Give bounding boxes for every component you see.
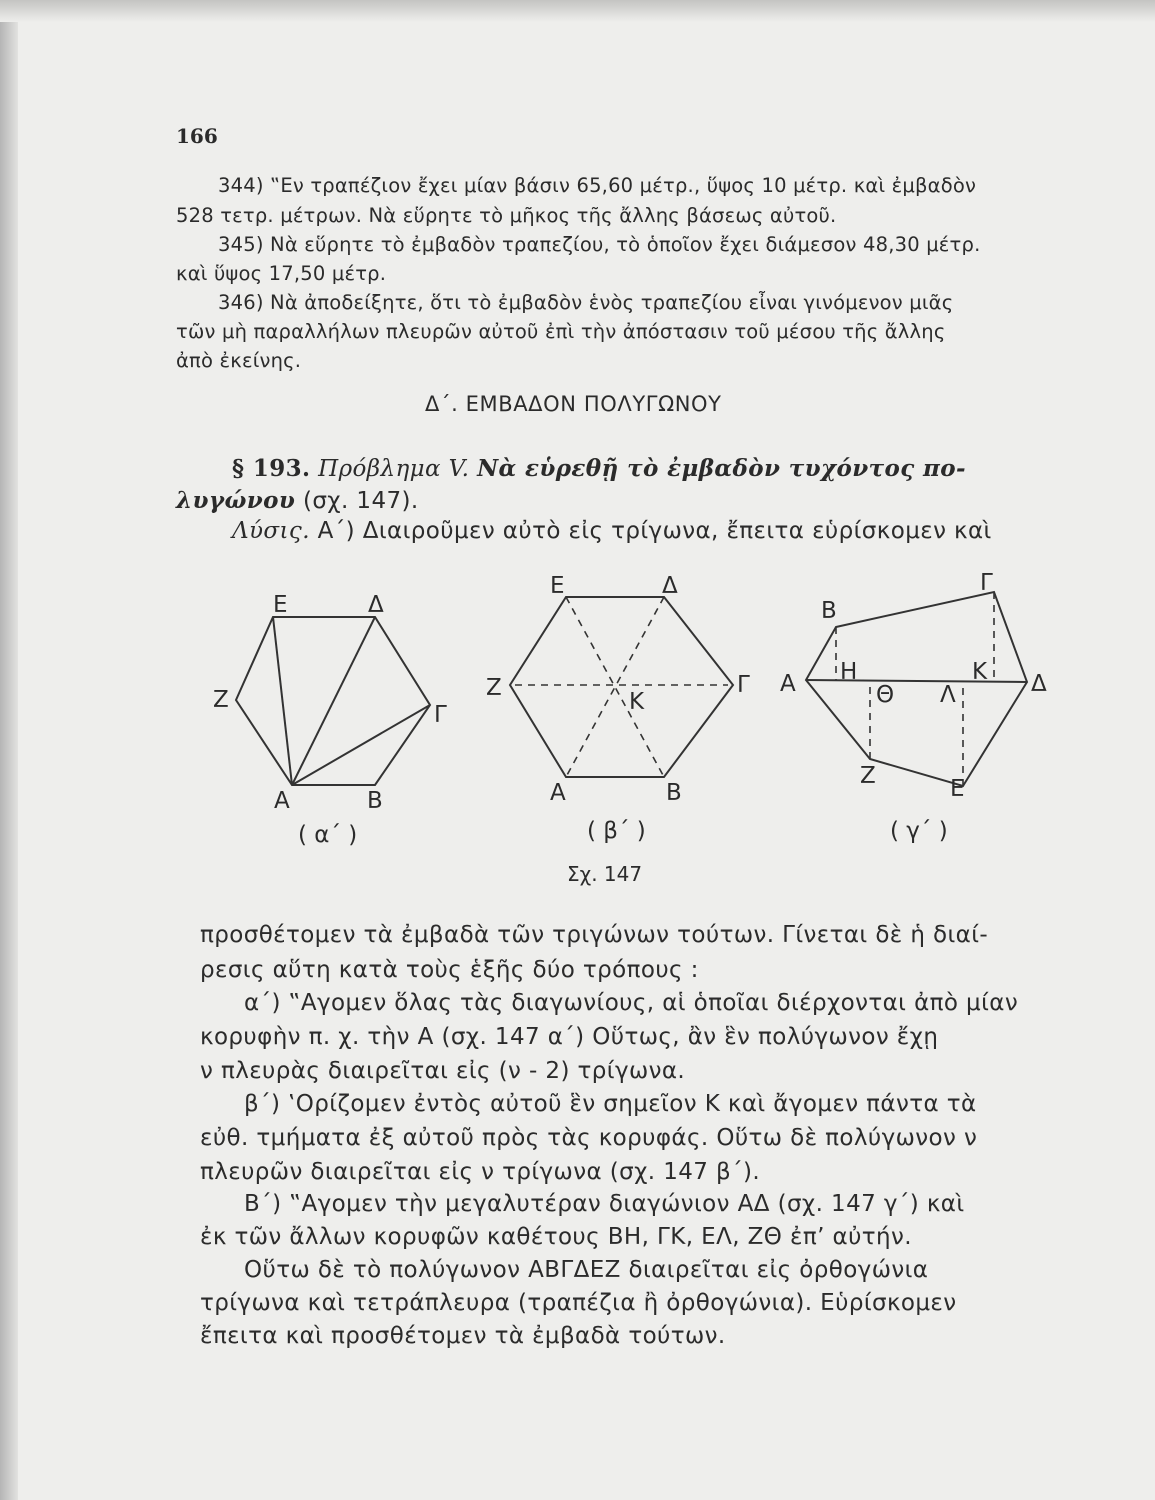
solution-label: Λύσις. [232, 518, 310, 544]
problem-title-part-2: λυγώνου [176, 487, 296, 514]
problem-label: Πρόβλημα V. [318, 456, 470, 482]
gamma-caption: ( γ΄ ) [890, 818, 948, 844]
exercise-346-line-1: 346) Νὰ ἀποδείξητε, ὅτι τὸ ἐμβαδὸν ἑνὸς τραπεζίου εἶναι γινόμενον μιᾶς [218, 291, 954, 314]
gamma-label-L: Λ [940, 682, 956, 708]
problem-number: § 193. [232, 455, 311, 482]
exercise-344-line-2: 528 τετρ. μέτρων. Νὰ εὕρητε τὸ μῆκος τῆς ἄλλης βάσεως αὐτοῦ. [176, 204, 837, 227]
solution-intro-line [232, 518, 992, 544]
alpha-label-E: Ε [273, 592, 288, 618]
exercise-346-line-2: τῶν μὴ παραλλήλων πλευρῶν αὐτοῦ ἐπὶ τὴν ἀπόστασιν τοῦ μέσου τῆς ἄλλης [176, 320, 946, 343]
beta-label-E: Ε [550, 573, 565, 599]
problem-title-part-1: Νὰ εὑρεθῇ τὸ ἐμβαδὸν τυχόντος πο- [477, 455, 966, 482]
figure-caption: Σχ. 147 [567, 862, 643, 886]
alpha-label-D: Δ [368, 592, 384, 618]
body-line-9: Β΄) ‟Αγομεν τὴν μεγαλυτέραν διαγώνιον ΑΔ (σχ. 147 γ΄) καὶ [244, 1191, 965, 1217]
exercise-345-line-2: καὶ ὕψος 17,50 μέτρ. [176, 262, 387, 285]
beta-label-G: Γ [737, 672, 750, 698]
exercise-346-line-3: ἀπὸ ἐκείνης. [176, 349, 302, 372]
figure-147 [0, 560, 1155, 860]
beta-label-B: Β [666, 780, 682, 806]
gamma-label-G: Γ [980, 570, 993, 596]
beta-label-K: Κ [629, 689, 645, 715]
alpha-label-G: Γ [434, 702, 447, 728]
solution-intro: Α΄) Διαιροῦμεν αὐτὸ εἰς τρίγωνα, ἔπειτα εὑρίσκομεν καὶ [317, 518, 992, 544]
body-line-1: προσθέτομεν τὰ ἐμβαδὰ τῶν τριγώνων τούτων. Γίνεται δὲ ἡ διαί- [200, 922, 989, 948]
exercise-345-line-1: 345) Νὰ εὕρητε τὸ ἐμβαδὸν τραπεζίου, τὸ ὁποῖον ἔχει διάμεσον 48,30 μέτρ. [218, 233, 981, 256]
body-line-2: ρεσις αὕτη κατὰ τοὺς ἑξῆς δύο τρόπους : [200, 957, 699, 983]
body-line-13: ἔπειτα καὶ προσθέτομεν τὰ ἐμβαδὰ τούτων. [200, 1323, 726, 1349]
body-line-10: ἐκ τῶν ἄλλων κορυφῶν καθέτους ΒΗ, ΓΚ, ΕΛ, ΖΘ ἐπ’ αὐτήν. [200, 1224, 912, 1250]
beta-label-Z: Ζ [486, 675, 502, 701]
alpha-label-B: Β [367, 788, 383, 814]
beta-label-A: Α [550, 780, 566, 806]
section-heading: Δ΄. ΕΜΒΑΔΟΝ ΠΟΛΥΓΩΝΟΥ [425, 392, 722, 416]
scan-top-shadow [0, 0, 1155, 22]
gamma-label-TH: Θ [876, 682, 895, 708]
figure-beta [486, 573, 750, 844]
gamma-label-D: Δ [1031, 671, 1047, 697]
body-line-12: τρίγωνα καὶ τετράπλευρα (τραπέζια ἢ ὀρθογώνια). Εὑρίσκομεν [200, 1290, 957, 1316]
body-line-11: Οὕτω δὲ τὸ πολύγωνον ΑΒΓΔΕΖ διαιρεῖται εἰς ὀρθογώνια [244, 1257, 929, 1283]
body-line-5: ν πλευρὰς διαιρεῖται εἰς (ν - 2) τρίγωνα. [200, 1058, 686, 1084]
gamma-label-Z: Ζ [860, 763, 876, 789]
hexagon-beta [510, 597, 733, 777]
alpha-label-A: Α [274, 788, 290, 814]
body-line-3: α΄) ‟Αγομεν ὅλας τὰς διαγωνίους, αἱ ὁποῖαι διέρχονται ἀπὸ μίαν [244, 990, 1019, 1016]
gamma-label-B: Β [821, 598, 837, 624]
exercise-344-line-1: 344) ‟Εν τραπέζιον ἔχει μίαν βάσιν 65,60 μέτρ., ὕψος 10 μέτρ. καὶ ἐμβαδὸν [218, 174, 977, 197]
beta-label-D: Δ [662, 573, 678, 599]
body-line-8: πλευρῶν διαιρεῖται εἰς ν τρίγωνα (σχ. 147 β΄). [200, 1159, 761, 1185]
body-line-7: εὐθ. τμήματα ἐξ αὐτοῦ πρὸς τὰς κορυφάς. Οὕτω δὲ πολύγωνον ν [200, 1125, 978, 1151]
gamma-label-E: Ε [950, 776, 965, 802]
gamma-label-H: Η [840, 659, 858, 685]
problem-title-line-1 [232, 455, 966, 482]
figure-alpha [213, 592, 447, 848]
gamma-label-A: Α [780, 671, 796, 697]
figure-gamma [780, 570, 1047, 844]
gamma-label-K: Κ [972, 659, 988, 685]
problem-figure-ref: (σχ. 147). [302, 488, 419, 514]
alpha-caption: ( α΄ ) [298, 822, 358, 848]
body-line-4: κορυφὴν π. χ. τὴν Α (σχ. 147 α΄) Οὕτως, ἂν ἓν πολύγωνον ἔχῃ [200, 1024, 939, 1050]
page-number: 166 [176, 124, 218, 148]
body-line-6: β΄) ‛Ορίζομεν ἐντὸς αὐτοῦ ἓν σημεῖον Κ καὶ ἄγομεν πάντα τὰ [244, 1091, 977, 1117]
alpha-label-Z: Ζ [213, 687, 229, 713]
problem-title-line-2 [176, 487, 419, 514]
beta-caption: ( β΄ ) [587, 818, 646, 844]
